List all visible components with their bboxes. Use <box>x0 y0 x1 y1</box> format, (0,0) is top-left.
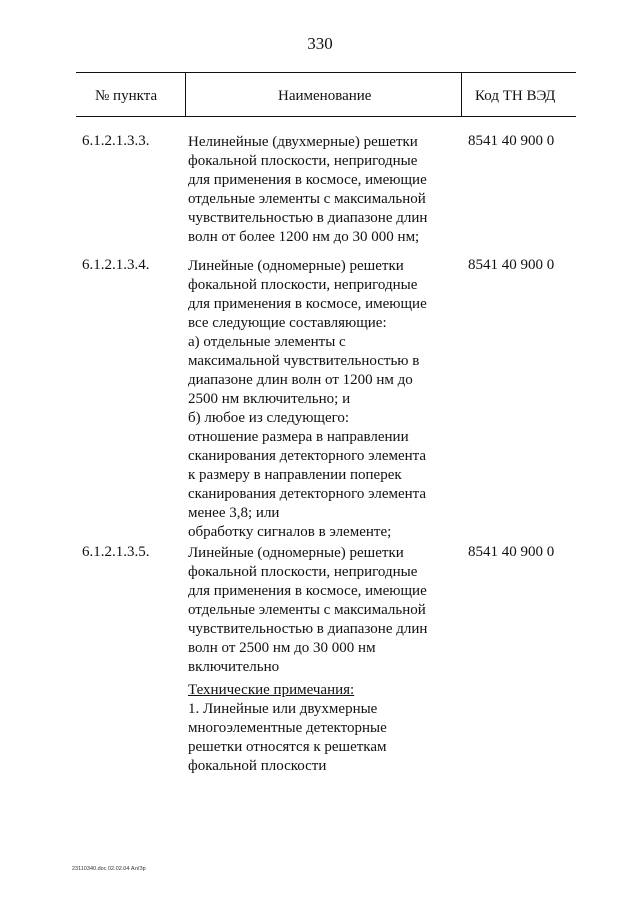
note-line: 1. Линейные или двухмерные <box>188 701 378 717</box>
note-line: фокальной плоскости <box>188 758 327 774</box>
row-name-line: б) любое из следующего: <box>188 410 350 426</box>
note-line: многоэлементные детекторные <box>188 720 387 736</box>
row-name-line: волн от более 1200 нм до 30 000 нм; <box>188 229 420 245</box>
row-name-line: отдельные элементы с максимальной <box>188 602 426 618</box>
row-code: 8541 40 900 0 <box>468 257 555 273</box>
row-name-line: диапазоне длин волн от 1200 нм до <box>188 372 413 388</box>
row-name-line: чувствительностью в диапазоне длин <box>188 621 428 637</box>
header-bottom-rule <box>76 116 576 117</box>
note-line: решетки относятся к решеткам <box>188 739 387 755</box>
row-name-line: 2500 нм включительно; и <box>188 391 351 407</box>
header-code: Код ТН ВЭД <box>475 88 556 104</box>
header-number: № пункта <box>95 88 158 104</box>
header-top-rule <box>76 72 576 73</box>
row-name-line: волн от 2500 нм до 30 000 нм <box>188 640 376 656</box>
row-name-line: фокальной плоскости, непригодные <box>188 153 418 169</box>
header-name: Наименование <box>278 88 372 104</box>
page-number: 330 <box>307 34 333 53</box>
row-number: 6.1.2.1.3.3. <box>82 133 150 149</box>
row-code: 8541 40 900 0 <box>468 544 555 560</box>
row-name-line: отношение размера в направлении <box>188 429 409 445</box>
row-name-line: обработку сигналов в элементе; <box>188 524 392 540</box>
footer-file-id: 23110340.doc 02.02.04 Ал/Зр <box>72 866 146 872</box>
row-name-line: фокальной плоскости, непригодные <box>188 277 418 293</box>
row-name-line: для применения в космосе, имеющие <box>188 172 427 188</box>
row-name-line: Линейные (одномерные) решетки <box>188 545 404 561</box>
row-name-line: включительно <box>188 659 280 675</box>
row-name-line: а) отдельные элементы с <box>188 334 346 350</box>
row-name-line: максимальной чувствительностью в <box>188 353 420 369</box>
row-name-line: все следующие составляющие: <box>188 315 387 331</box>
row-name-line: для применения в космосе, имеющие <box>188 296 427 312</box>
technical-note <box>188 681 463 776</box>
row-code: 8541 40 900 0 <box>468 133 555 149</box>
row-name-line: сканирования детекторного элемента <box>188 486 427 502</box>
header-divider-2 <box>461 72 462 117</box>
row-name-line: чувствительностью в диапазоне длин <box>188 210 428 226</box>
header-divider-1 <box>185 72 186 117</box>
row-number: 6.1.2.1.3.5. <box>82 544 150 560</box>
row-name-line: сканирования детекторного элемента <box>188 448 427 464</box>
row-name-line: для применения в космосе, имеющие <box>188 583 427 599</box>
row-number: 6.1.2.1.3.4. <box>82 257 150 273</box>
row-name <box>188 257 463 542</box>
row-name <box>188 133 463 247</box>
row-name-line: Линейные (одномерные) решетки <box>188 258 404 274</box>
row-name-line: Нелинейные (двухмерные) решетки <box>188 134 418 150</box>
note-heading: Технические примечания: <box>188 682 355 698</box>
row-name-line: фокальной плоскости, непригодные <box>188 564 418 580</box>
row-name-line: отдельные элементы с максимальной <box>188 191 426 207</box>
row-name-line: к размеру в направлении поперек <box>188 467 402 483</box>
row-name-line: менее 3,8; или <box>188 505 280 521</box>
row-name <box>188 544 463 677</box>
